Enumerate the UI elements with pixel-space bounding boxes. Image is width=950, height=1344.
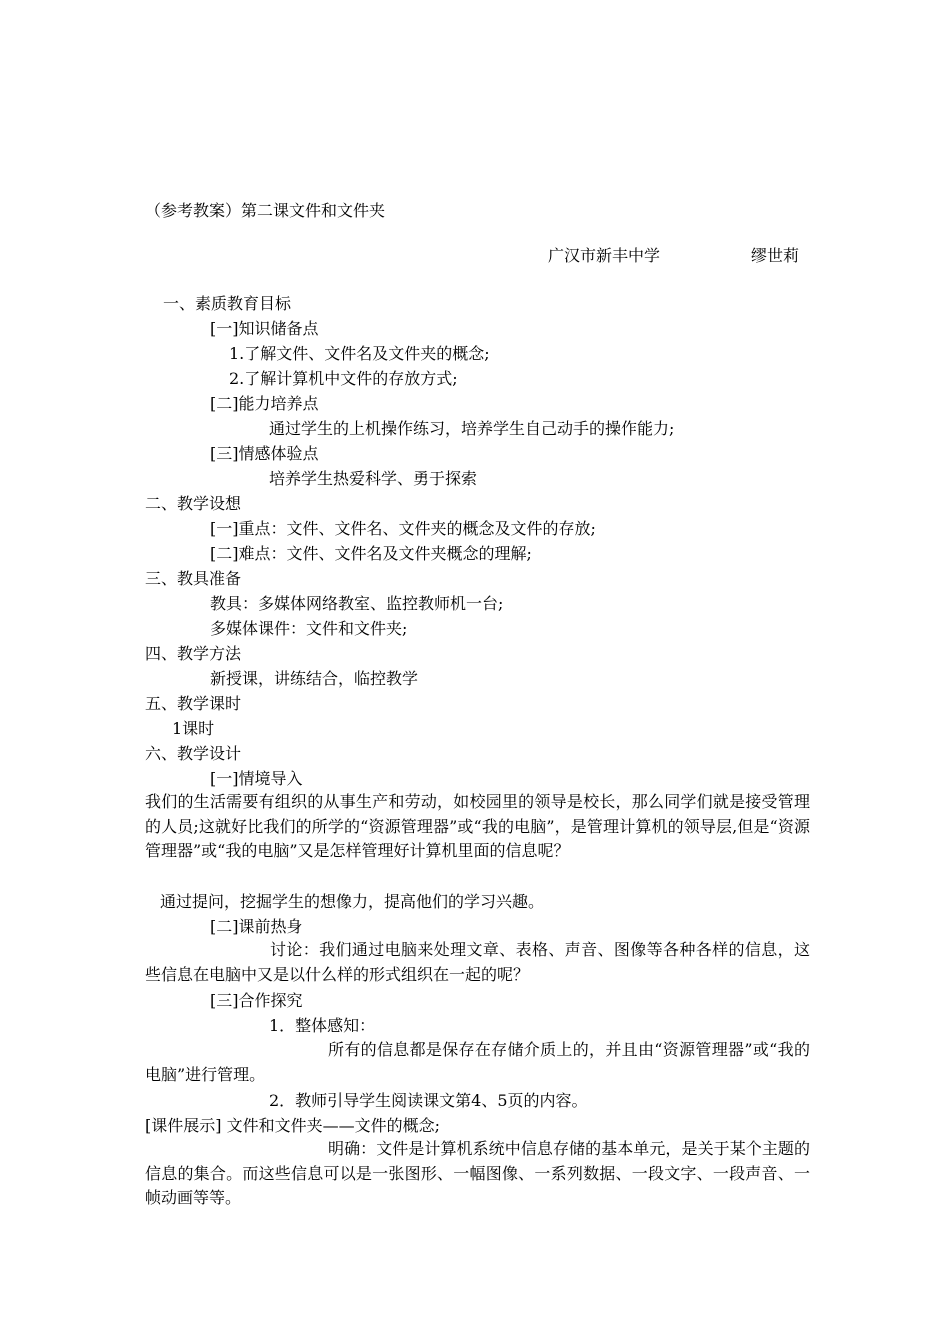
section-1-sub-3: [三]情感体验点 [210,444,319,463]
section-6-paragraph-2: 通过提问，挖掘学生的想像力，提高他们的学习兴趣。 [160,892,545,911]
section-3-item-1: 教具：多媒体网络教室、监控教师机一台; [210,594,504,613]
section-6-paragraph-4: 所有的信息都是保存在存储介质上的，并且由“资源管理器”或“我的电脑”进行管理。 [145,1040,810,1084]
section-1-sub-2: [二]能力培养点 [210,394,319,413]
document-title: （参考教案）第二课文件和文件夹 [145,201,386,220]
section-4-text: 新授课，讲练结合，临控教学 [210,669,419,688]
section-3-item-2: 多媒体课件：文件和文件夹; [210,619,408,638]
section-5-text: 1课时 [172,719,215,738]
section-6-paragraph-3: 讨论：我们通过电脑来处理文章、表格、声音、图像等各种各样的信息，这些信息在电脑中又是以什么样的形式组织在一起的呢？ [145,940,810,984]
section-1-text-3: 培养学生热爱科学、勇于探索 [269,469,478,488]
author-name: 缪世莉 [751,246,800,265]
section-6-sub-2: [二]课前热身 [210,917,303,936]
section-1-item-2: 2.了解计算机中文件的存放方式; [229,369,458,388]
section-2-key-point: [一]重点：文件、文件名、文件夹的概念及文件的存放; [210,519,596,538]
section-3-heading: 三、教具准备 [145,569,242,588]
courseware-showcase: [课件展示] 文件和文件夹——文件的概念; [145,1116,440,1135]
section-6-sub-1: [一]情境导入 [210,769,303,788]
section-2-difficult-point: [二]难点：文件、文件名及文件夹概念的理解; [210,544,532,563]
section-5-heading: 五、教学课时 [145,694,242,713]
section-6-item-2: 2．教师引导学生阅读课文第4、5页的内容。 [269,1091,588,1110]
section-6-heading: 六、教学设计 [145,744,242,763]
section-1-text-2: 通过学生的上机操作练习，培养学生自己动手的操作能力; [269,419,675,438]
section-6-sub-3: [三]合作探究 [210,991,303,1010]
section-6-item-1: 1．整体感知： [269,1016,376,1035]
section-1-sub-1: [一]知识储备点 [210,319,319,338]
section-1-item-1: 1.了解文件、文件名及文件夹的概念; [229,344,490,363]
section-4-heading: 四、教学方法 [145,644,242,663]
section-6-paragraph-1: 我们的生活需要有组织的从事生产和劳动，如校园里的领导是校长，那么同学们就是接受管理的人员;这就好比我们的所学的“资源管理器”或“我的电脑”，是管理计算机的领导层,但是“资源管理器”或“我的电脑”又是怎样管理好计算机里面的信息呢？ [145,792,810,860]
author-school: 广汉市新丰中学 [548,246,661,265]
section-1-heading: 一、素质教育目标 [163,294,292,313]
section-2-heading: 二、教学设想 [145,494,242,513]
section-6-paragraph-5: 明确：文件是计算机系统中信息存储的基本单元，是关于某个主题的信息的集合。而这些信息可以是一张图形、一幅图像、一系列数据、一段文字、一段声音、一帧动画等等。 [145,1139,810,1207]
